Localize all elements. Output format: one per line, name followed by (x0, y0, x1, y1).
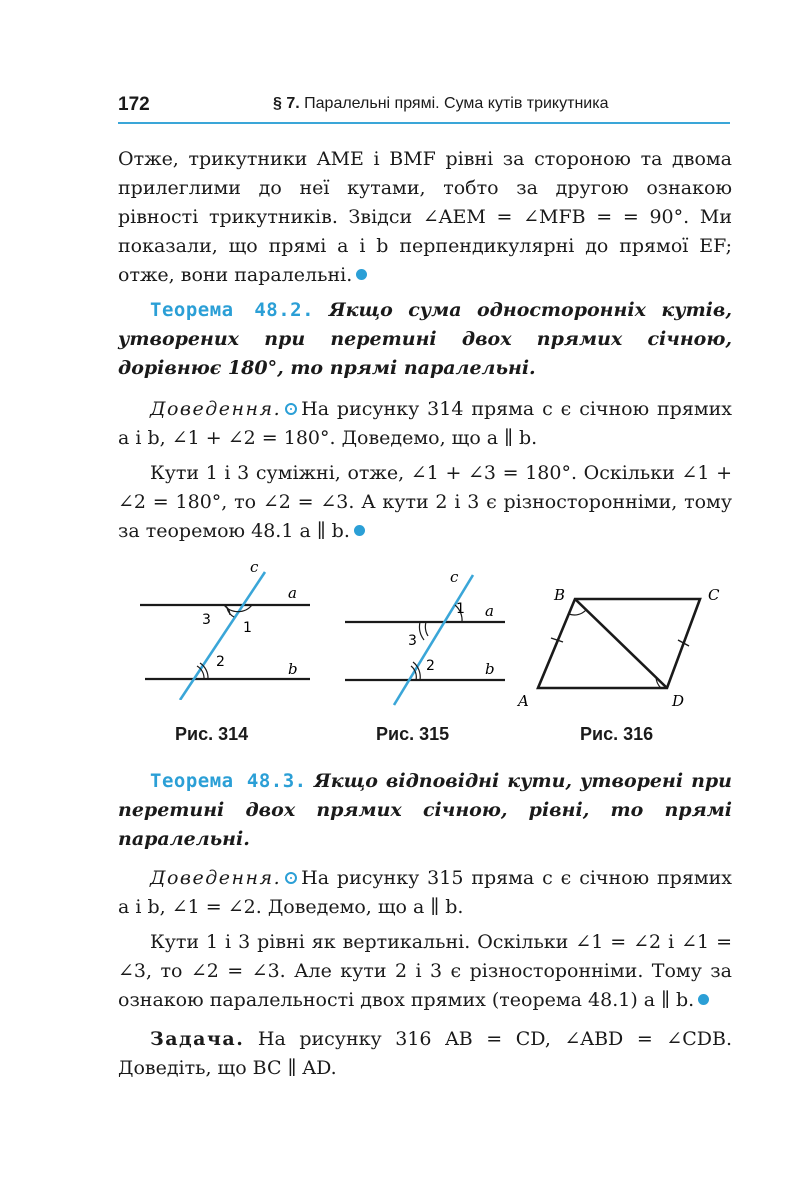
label-a: a (485, 602, 494, 620)
vertex-D: D (672, 692, 685, 710)
angle-2-label: 2 (216, 654, 225, 670)
section-title: Паралельні прямі. Сума кутів трикутника (304, 95, 609, 112)
end-of-proof-icon (354, 525, 365, 536)
proof-start-icon (285, 403, 297, 415)
angle-3-label: 3 (202, 612, 211, 628)
proof-label: Доведення. (150, 398, 282, 420)
theorem-label: Теорема 48.3. (150, 770, 307, 792)
page-number: 172 (118, 94, 150, 115)
text-block-bottom (118, 767, 732, 1083)
theorem-text: Якщо сума односторонніх кутів, утворених при перетині двох прямих січною, дорівнює 180°, то прямі паралельні. (118, 299, 732, 379)
section-number: § 7. (273, 95, 300, 112)
proof-48-3: Доведення. На рисунку 315 пряма c є січною прямих a і b, ∠1 = ∠2. Доведемо, що a ∥ b. (118, 867, 732, 918)
angle-1-label: 1 (243, 620, 252, 636)
text-block-top (118, 145, 732, 546)
figure-316 (510, 580, 730, 720)
task-label: Задача. (150, 1028, 245, 1050)
label-a: a (288, 584, 297, 602)
proof-48-2: Доведення. На рисунку 314 пряма c є січною прямих a і b, ∠1 + ∠2 = 180°. Доведемо, що a ∥ b. (118, 398, 732, 449)
proof-start-icon (285, 872, 297, 884)
label-c: c (250, 560, 259, 576)
proof-48-2-body: Кути 1 і 3 суміжні, отже, ∠1 + ∠3 = 180°. Оскільки ∠1 + ∠2 = 180°, то ∠2 = ∠3. А кути 2 і 3 є різносторонніми, тому за теоремою 48.1 a ∥ b. (118, 462, 732, 542)
theorem-48-3 (118, 767, 732, 854)
label-b: b (288, 660, 298, 678)
end-of-proof-icon (698, 994, 709, 1005)
paragraph-conclusion: Отже, трикутники AME і BMF рівні за стороною та двома прилеглими до неї кутами, тобто за другою ознакою рівності трикутників. Звідси ∠AEM = ∠MFB = = 90°. Ми показали, що прямі a і b перпендикулярні до прямої EF; отже, вони паралельні. (118, 148, 732, 286)
caption-fig-316: Рис. 316 (580, 724, 654, 744)
angle-3-label: 3 (408, 633, 417, 649)
proof-label: Доведення. (150, 867, 282, 889)
running-title (273, 95, 608, 113)
label-b: b (485, 660, 495, 678)
theorem-label: Теорема 48.2. (150, 299, 315, 321)
figure-315 (340, 560, 520, 710)
label-c: c (450, 568, 459, 586)
page-header (118, 92, 730, 124)
caption-fig-314: Рис. 314 (175, 724, 249, 744)
theorem-48-2 (118, 296, 732, 383)
angle-2-label: 2 (426, 658, 435, 674)
task-paragraph: Задача. На рисунку 316 AB = CD, ∠ABD = ∠CDB. Доведіть, що BC ∥ AD. (118, 1028, 733, 1079)
theorem-text: Якщо відповідні кути, утворені при перетині двох прямих січною, рівні, то прямі паралельні. (118, 770, 732, 850)
vertex-A: A (518, 692, 529, 710)
caption-fig-315: Рис. 315 (376, 724, 450, 744)
angle-1-label: 1 (456, 601, 465, 617)
end-of-proof-icon (356, 269, 367, 280)
figures-row (130, 560, 750, 760)
vertex-C: C (708, 586, 720, 604)
vertex-B: B (554, 586, 566, 604)
figure-314 (130, 560, 320, 700)
proof-48-3-body: Кути 1 і 3 рівні як вертикальні. Оскільки ∠1 = ∠2 і ∠1 = ∠3, то ∠2 = ∠3. Але кути 2 і 3 є різносторонніми. Тому за ознакою паралельності двох прямих (теорема 48.1) a ∥ b. (118, 931, 732, 1011)
